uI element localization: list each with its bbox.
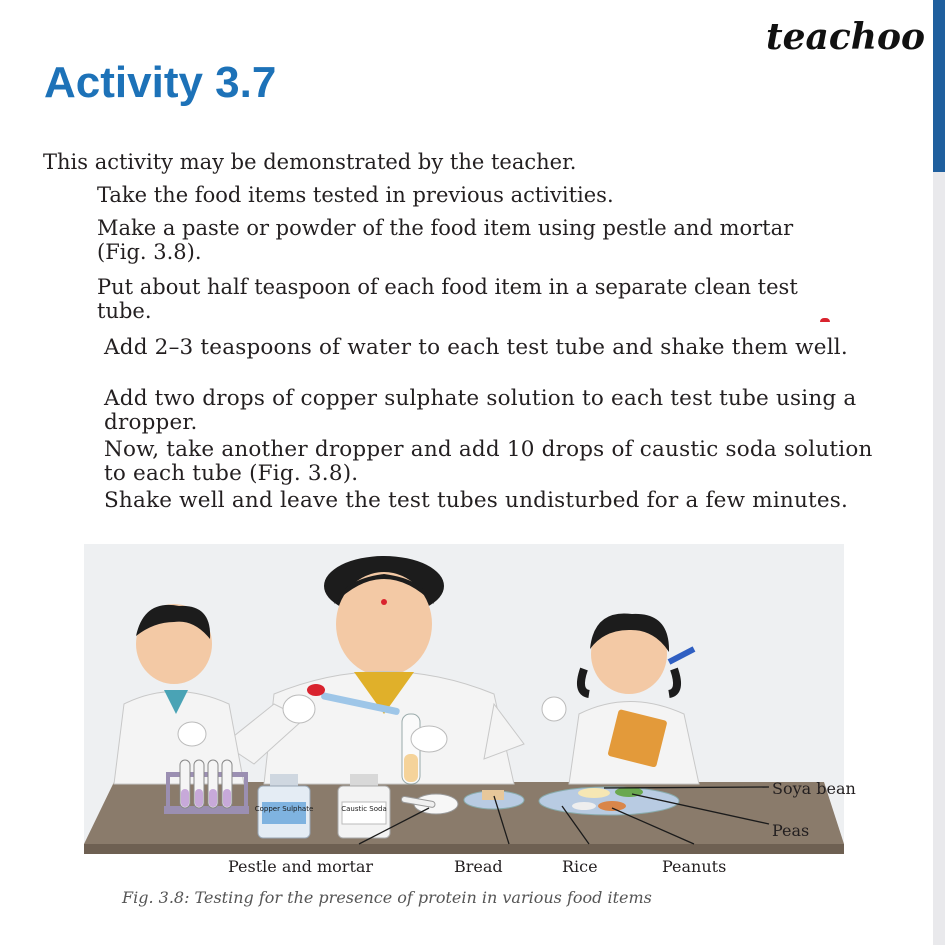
intro-text: This activity may be demonstrated by the teacher. bbox=[43, 150, 577, 174]
caustic-soda-label: Caustic Soda bbox=[341, 805, 387, 813]
list-item: Now, take another dropper and add 10 drops of caustic soda solution to each tube (Fig. 3.8). bbox=[104, 437, 873, 486]
copper-sulphate-label: Copper Sulphate bbox=[254, 805, 314, 813]
label-pestle-and-mortar: Pestle and mortar bbox=[228, 857, 374, 876]
list-item: Put about half teaspoon of each food item in a separate clean test tube. bbox=[97, 275, 798, 323]
protein-test-illustration bbox=[84, 544, 844, 854]
list-item: Take the food items tested in previous activities. bbox=[97, 183, 614, 207]
list-item: Add 2–3 teaspoons of water to each test tube and shake them well. bbox=[104, 335, 848, 360]
label-peas: Peas bbox=[772, 821, 810, 840]
right-edge-accent bbox=[933, 0, 945, 172]
list-item: Make a paste or powder of the food item using pestle and mortar (Fig. 3.8). bbox=[97, 216, 794, 264]
label-bread: Bread bbox=[454, 857, 503, 876]
red-mark bbox=[820, 318, 830, 322]
teachoo-logo: teachoo bbox=[766, 16, 925, 58]
list-item: Add two drops of copper sulphate solution to each test tube using a dropper. bbox=[104, 386, 857, 435]
list-item: Shake well and leave the test tubes undisturbed for a few minutes. bbox=[104, 488, 849, 513]
food-plate bbox=[539, 787, 679, 815]
right-edge-bar bbox=[933, 0, 945, 945]
table-edge bbox=[84, 844, 844, 854]
label-soya-bean: Soya bean bbox=[772, 779, 856, 798]
figure-caption: Fig. 3.8: Testing for the presence of protein in various food items bbox=[122, 888, 652, 907]
page-title: Activity 3.7 bbox=[44, 58, 277, 107]
label-peanuts: Peanuts bbox=[662, 857, 727, 876]
label-rice: Rice bbox=[562, 857, 598, 876]
